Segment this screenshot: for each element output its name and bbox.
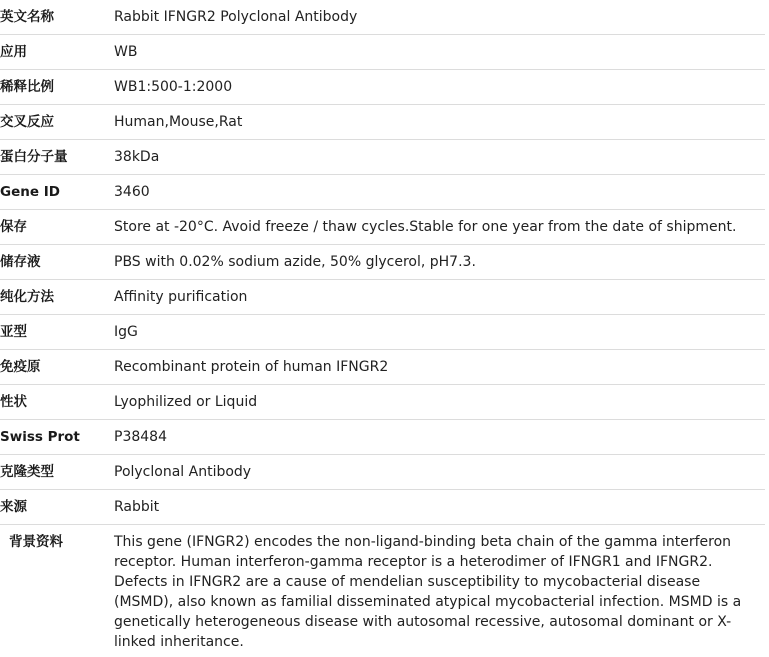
spec-label: 亚型 (0, 315, 114, 350)
spec-row-buffer (0, 245, 765, 280)
spec-label: 稀释比例 (0, 70, 114, 105)
spec-label: 来源 (0, 490, 114, 525)
spec-row-immunogen (0, 350, 765, 385)
spec-row-purification (0, 280, 765, 315)
spec-label: 纯化方法 (0, 280, 114, 315)
spec-value: Lyophilized or Liquid (114, 385, 765, 420)
spec-value: Polyclonal Antibody (114, 455, 765, 490)
spec-label: 交叉反应 (0, 105, 114, 140)
spec-row-storage (0, 210, 765, 245)
spec-value: WB1:500-1:2000 (114, 70, 765, 105)
spec-row-gene-id (0, 175, 765, 210)
spec-label: 保存 (0, 210, 114, 245)
spec-value: Rabbit (114, 490, 765, 525)
spec-row-host (0, 490, 765, 525)
spec-label: 蛋白分子量 (0, 140, 114, 175)
spec-label: Gene ID (0, 175, 114, 210)
spec-row-background (0, 525, 765, 657)
spec-label: 性状 (0, 385, 114, 420)
spec-value: Affinity purification (114, 280, 765, 315)
spec-row-cross-reactivity (0, 105, 765, 140)
spec-label: Swiss Prot (0, 420, 114, 455)
spec-value: 38kDa (114, 140, 765, 175)
spec-value: PBS with 0.02% sodium azide, 50% glycerol, pH7.3. (114, 245, 765, 280)
spec-row-molecular-weight (0, 140, 765, 175)
spec-value: WB (114, 35, 765, 70)
spec-value: Store at -20°C. Avoid freeze / thaw cycles.Stable for one year from the date of shipment. (114, 210, 765, 245)
spec-value: Rabbit IFNGR2 Polyclonal Antibody (114, 0, 765, 35)
spec-row-clonality (0, 455, 765, 490)
spec-label: 克隆类型 (0, 455, 114, 490)
spec-label: 应用 (0, 35, 114, 70)
spec-row-dilution (0, 70, 765, 105)
spec-label: 英文名称 (0, 0, 114, 35)
spec-row-isotype (0, 315, 765, 350)
spec-value-background: This gene (IFNGR2) encodes the non-ligand-binding beta chain of the gamma interferon receptor. Human interferon-gamma receptor is a heterodimer of IFNGR1 and IFNGR2. Defects in IFNGR2 are a cause of mendelian susceptibility to mycobacterial disease (MSMD), also known as familial disseminated atypical mycobacterial infection. MSMD is a genetically heterogeneous disease with autosomal recessive, autosomal dominant or X-linked inheritance. (114, 534, 742, 650)
spec-row-application (0, 35, 765, 70)
spec-value: 3460 (114, 175, 765, 210)
spec-row-form (0, 385, 765, 420)
spec-label: 储存液 (0, 245, 114, 280)
spec-value: IgG (114, 315, 765, 350)
spec-value: P38484 (114, 420, 765, 455)
spec-row-english-name (0, 0, 765, 35)
spec-label: 背景资料 (9, 534, 63, 550)
spec-label: 免疫原 (0, 350, 114, 385)
spec-row-swiss-prot (0, 420, 765, 455)
spec-value: Human,Mouse,Rat (114, 105, 765, 140)
spec-value: Recombinant protein of human IFNGR2 (114, 350, 765, 385)
